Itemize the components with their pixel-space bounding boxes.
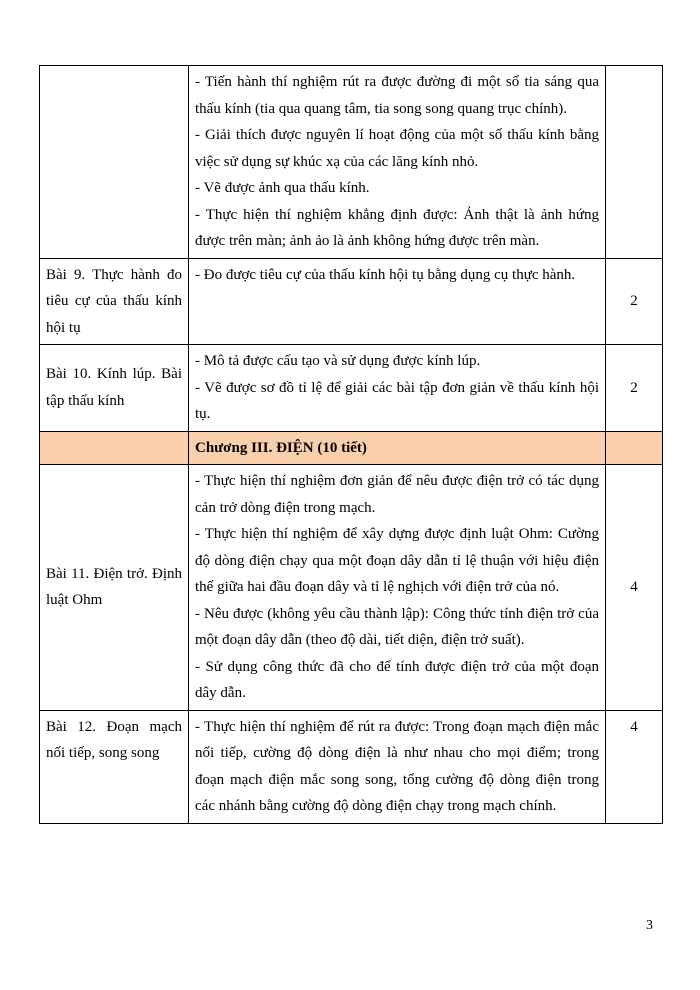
- lesson-cell: Bài 12. Đoạn mạch nối tiếp, song song: [40, 710, 189, 823]
- requirement-item: - Giải thích được nguyên lí hoạt động của một số thấu kính bằng việc sử dụng sự khúc xạ của các lăng kính nhỏ.: [195, 127, 599, 170]
- requirements-cell: [189, 465, 606, 711]
- requirement-item: - Thực hiện thí nghiệm đơn giản để nêu được điện trở có tác dụng cản trở dòng điện trong mạch.: [195, 473, 599, 516]
- periods-cell: 2: [606, 345, 663, 432]
- table-row: [40, 465, 663, 711]
- chapter-header-row: [40, 431, 663, 465]
- requirement-item: - Đo được tiêu cự của thấu kính hội tụ bằng dụng cụ thực hành.: [195, 266, 576, 283]
- chapter-title: Chương III. ĐIỆN (10 tiết): [189, 431, 606, 465]
- requirements-cell: [189, 345, 606, 432]
- requirement-item: - Thực hiện thí nghiệm khẳng định được: Ảnh thật là ảnh hứng được trên màn; ảnh ảo là ảnh không hứng được trên màn.: [195, 206, 599, 249]
- lesson-cell: Bài 9. Thực hành đo tiêu cự của thấu kính hội tụ: [40, 258, 189, 345]
- requirements-cell: [189, 66, 606, 259]
- periods-cell: 4: [606, 710, 663, 823]
- periods-cell: 2: [606, 258, 663, 345]
- requirement-item: - Sử dụng công thức đã cho để tính được điện trở của một đoạn dây dẫn.: [195, 658, 599, 701]
- requirement-item: - Vẽ được sơ đồ tỉ lệ để giải các bài tập đơn giản về thấu kính hội tụ.: [195, 379, 599, 422]
- requirement-item: - Vẽ được ảnh qua thấu kính.: [195, 180, 370, 196]
- requirements-cell: [189, 710, 606, 823]
- requirement-item: - Thực hiện thí nghiệm để xây dựng được định luật Ohm: Cường độ dòng điện chạy qua một đoạn dây dẫn tỉ lệ thuận với hiệu điện thế giữa hai đầu đoạn dây và tỉ lệ nghịch với điện trở của nó.: [195, 526, 599, 595]
- lesson-cell: Bài 11. Điện trở. Định luật Ohm: [40, 465, 189, 711]
- chapter-empty-cell: [606, 431, 663, 465]
- chapter-empty-cell: [40, 431, 189, 465]
- table-row: [40, 345, 663, 432]
- requirement-item: - Thực hiện thí nghiệm để rút ra được: Trong đoạn mạch điện mắc nối tiếp, cường độ dòng điện là như nhau cho mọi điểm; trong đoạn mạch điện mắc song song, tổng cường độ dòng điện trong các nhánh bằng cường độ dòng điện chạy trong mạch chính.: [195, 718, 599, 814]
- requirements-cell: [189, 258, 606, 345]
- requirement-item: - Tiến hành thí nghiệm rút ra được đường đi một số tia sáng qua thấu kính (tia qua quang tâm, tia song song quang trục chính).: [195, 74, 599, 117]
- periods-cell: [606, 66, 663, 259]
- page-number: 3: [646, 918, 653, 933]
- table-row: [40, 710, 663, 823]
- lesson-cell: [40, 66, 189, 259]
- table-row: [40, 66, 663, 259]
- periods-cell: 4: [606, 465, 663, 711]
- curriculum-table: [39, 65, 663, 824]
- requirement-item: - Mô tả được cấu tạo và sử dụng được kính lúp.: [195, 353, 481, 369]
- table-row: [40, 258, 663, 345]
- requirement-item: - Nêu được (không yêu cầu thành lập): Công thức tính điện trở của một đoạn dây dẫn (theo độ dài, tiết diện, điện trở suất).: [195, 605, 599, 648]
- lesson-cell: Bài 10. Kính lúp. Bài tập thấu kính: [40, 345, 189, 432]
